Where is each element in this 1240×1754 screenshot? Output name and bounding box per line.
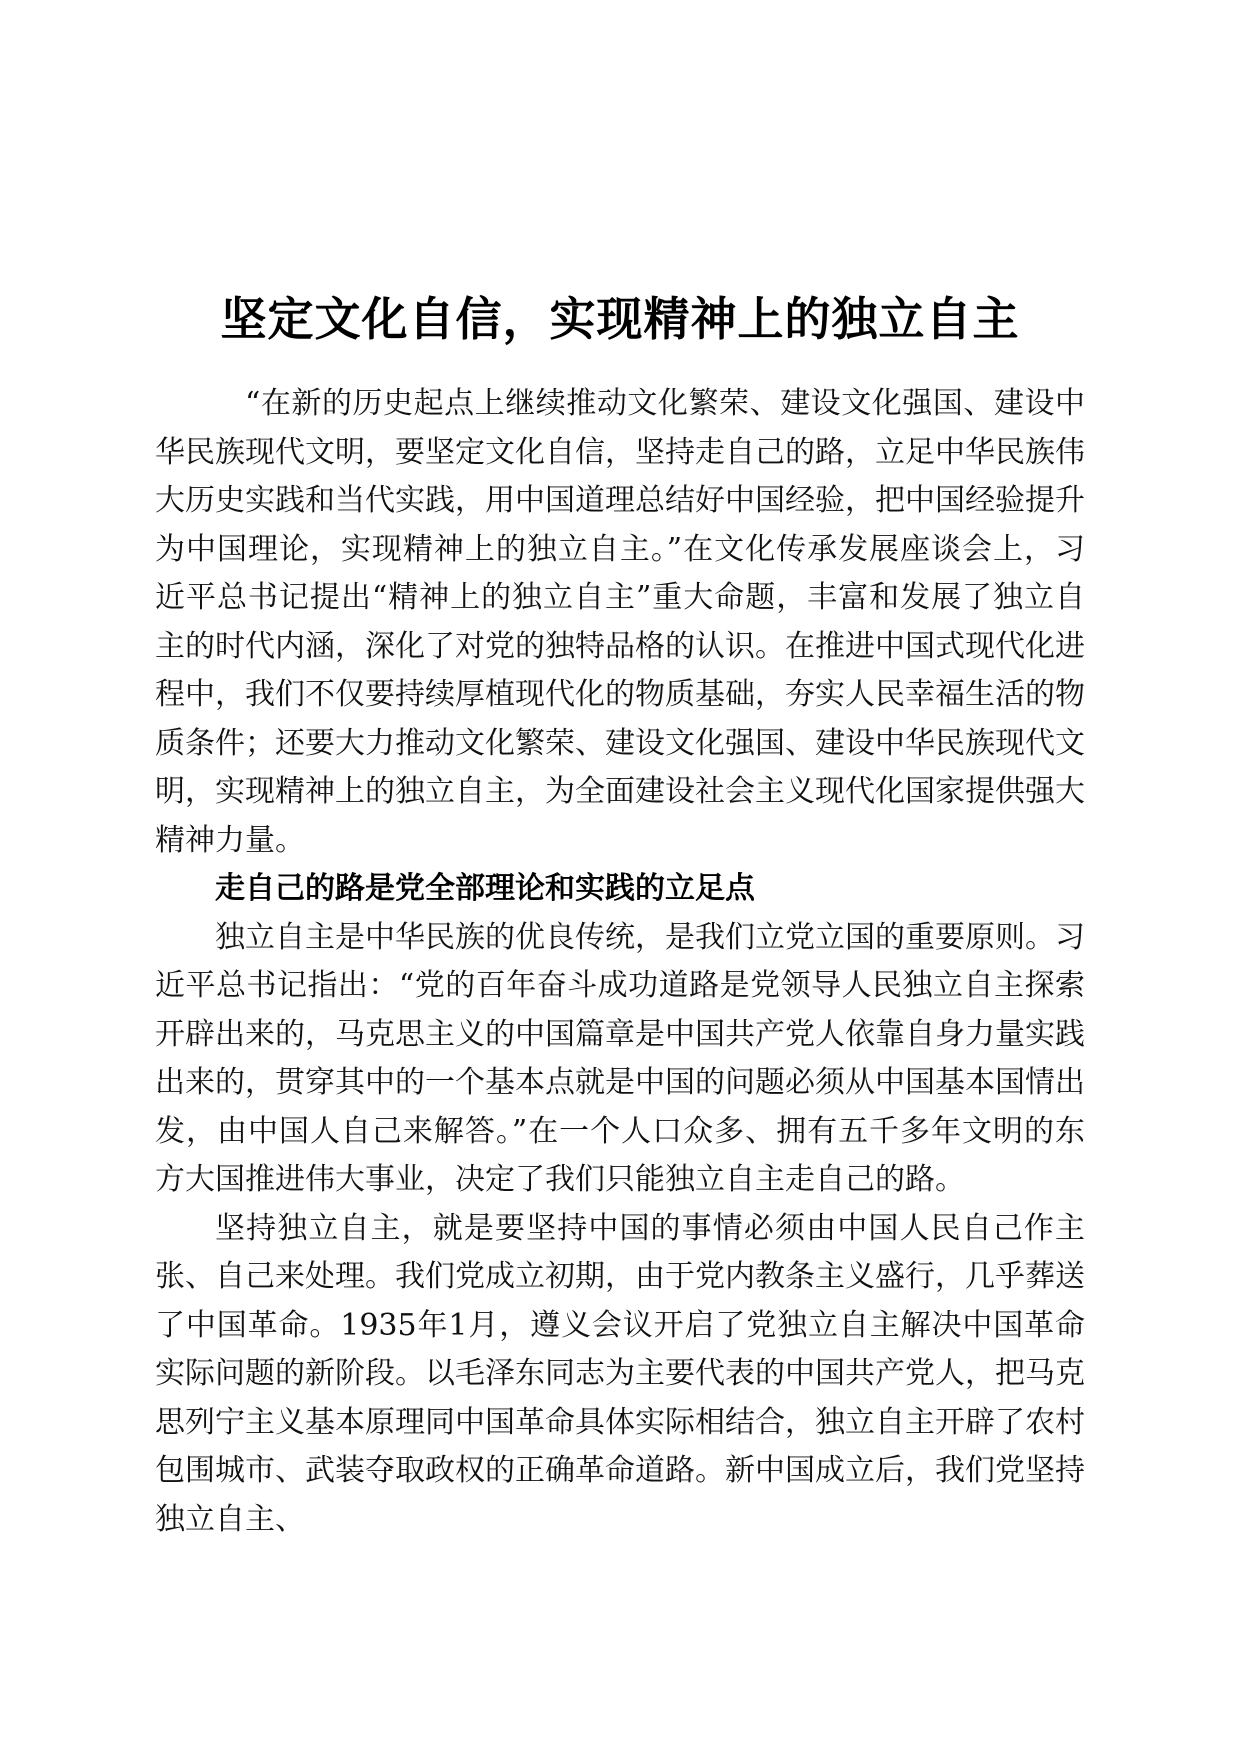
section-heading: 走自己的路是党全部理论和实践的立足点 (215, 871, 755, 906)
intro-paragraph: “在新的历史起点上继续推动文化繁荣、建设文化强国、建设中华民族现代文明，要坚定文化自信，坚持走自己的路，立足中华民族伟大历史实践和当代实践，用中国道理总结好中国经验，把中国经验提升为中国理论，实现精神上的独立自主。”在文化传承发展座谈会上，习近平总书记提出“精神上的独立自主”重大命题，丰富和发展了独立自主的时代内涵，深化了对党的独特品格的认识。在推进中国式现代化进程中，我们不仅要持续厚植现代化的物质基础，夯实人民幸福生活的物质条件；还要大力推动文化繁荣、建设文化强国、建设中华民族现代文明，实现精神上的独立自主，为全面建设社会主义现代化国家提供强大精神力量。 (155, 386, 1085, 858)
section-paragraph: 独立自主是中华民族的优良传统，是我们立党立国的重要原则。习近平总书记指出：“党的百年奋斗成功道路是党领导人民独立自主探索开辟出来的，马克思主义的中国篇章是中国共产党人依靠自身力量实践出来的，贯穿其中的一个基本点就是中国的问题必须从中国基本国情出发，由中国人自己来解答。”在一个人口众多、拥有五千多年文明的东方大国推进伟大事业，决定了我们只能独立自主走自己的路。 (155, 919, 1085, 1197)
document-body (155, 380, 1085, 1544)
document-title: 坚定文化自信，实现精神上的独立自主 (220, 291, 1020, 346)
section-paragraph: 坚持独立自主，就是要坚持中国的事情必须由中国人民自己作主张、自己来处理。我们党成立初期，由于党内教条主义盛行，几乎葬送了中国革命。1935年1月，遵义会议开启了党独立自主解决中国革命实际问题的新阶段。以毛泽东同志为主要代表的中国共产党人，把马克思列宁主义基本原理同中国革命具体实际相结合，独立自主开辟了农村包围城市、武装夺取政权的正确革命道路。新中国成立后，我们党坚持独立自主、 (155, 1210, 1085, 1537)
